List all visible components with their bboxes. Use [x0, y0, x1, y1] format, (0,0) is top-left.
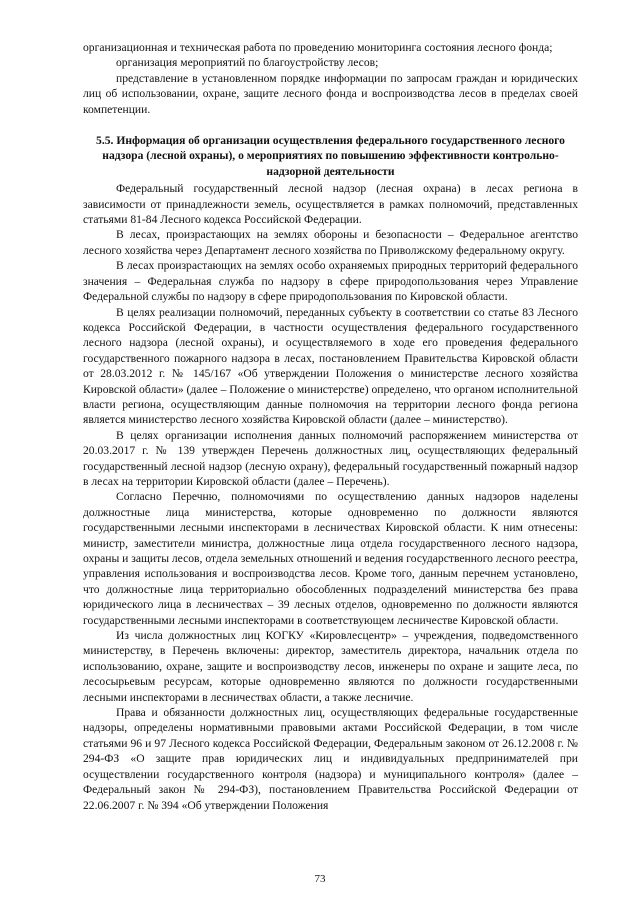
document-page: [83, 40, 578, 870]
body-paragraph: В целях реализации полномочий, переданных субъекту в соответствии со статье 83 Лесного кодекса Российской Федерации, в частности осуществления федерального государственного лесного надзора (лесной охраны), и осуществляемого в ходе его проведения федерального государственного пожарного надзора в лесах, постановлением Правительства Кировской области от 28.03.2012 г. № 145/167 «Об утверждении Положения о министерстве лесного хозяйства Кировской области» (далее – Положение о министерстве) определено, что органом исполнительной власти региона, осуществляющим данные полномочия на территории лесного фонда региона является министерство лесного хозяйства Кировской области (далее – министерство).: [83, 305, 578, 427]
body-paragraph: В целях организации исполнения данных полномочий распоряжением министерства от 20.03.2017 г. № 139 утвержден Перечень должностных лиц, осуществляющих федеральный государственный лесной надзор (лесную охрану), федеральный государственный пожарный надзор в лесах на территории Кировской области (далее – Перечень).: [83, 428, 578, 488]
body-paragraph: Из числа должностных лиц КОГКУ «Кировлесцентр» – учреждения, подведомственного министерству, в Перечень включены: директор, заместитель директора, начальник отдела по использованию, охране, защите и воспроизводству лесов, инженеры по охране и защите леса, по лесосырьевым ресурсам, которые одновременно являются по должности государственными лесными инспекторами в лесничествах области, а также лесничие.: [83, 629, 578, 704]
body-paragraph: В лесах, произрастающих на землях обороны и безопасности – Федеральное агентство лесного хозяйства через Департамент лесного хозяйства по Приволжскому федеральному округу.: [83, 228, 578, 257]
body-paragraph: Права и обязанности должностных лиц, осуществляющих федеральные государственные надзоры, определены нормативными правовыми актами Российской Федерации, в том числе статьями 96 и 97 Лесного кодекса Российской Федерации, Федеральным законом от 26.12.2008 г. № 294-ФЗ «О защите прав юридических лиц и индивидуальных предпринимателей при осуществлении государственного контроля (надзора) и муниципального контроля» (далее – Федеральный закон № 294-ФЗ), постановлением Правительства Российской Федерации от 22.06.2007 г. № 394 «Об утверждении Положения: [83, 706, 578, 812]
intro-paragraph: организационная и техническая работа по проведению мониторинга состояния лесного фонда;: [83, 41, 553, 54]
body-paragraph: Согласно Перечню, полномочиями по осуществлению данных надзоров наделены должностные лица министерства, которые одновременно по должности являются государственными лесными инспекторами в лесничествах Кировской области. К ним отнесены: министр, заместители министра, должностные лица отдела государственного лесного надзора, охраны и защиты лесов, отдела земельных отношений и ведения государственного лесного реестра, управления использования и воспроизводства лесов. Кроме того, данным перечнем установлено, что должностные лица территориально обособленных подразделений министерства без права юридического лица в лесничествах – 39 лесных отделов, одновременно по должности являются государственными лесными инспекторами в соответствующем лесничестве Кировской области.: [83, 490, 578, 627]
body-paragraph: В лесах произрастающих на землях особо охраняемых природных территорий федерального значения – Федеральная служба по надзору в сфере природопользования через Управление Федеральной службы по надзору в сфере природопользования по Кировской области.: [83, 259, 578, 304]
body-paragraph: Федеральный государственный лесной надзор (лесная охрана) в лесах региона в зависимости от принадлежности земель, осуществляется в рамках полномочий, представленных статьями 81-84 Лесного кодекса Российской Федерации.: [83, 182, 578, 227]
page-number: 73: [314, 873, 326, 885]
intro-paragraph: организация мероприятий по благоустройству лесов;: [116, 56, 379, 70]
section-heading: 5.5. Информация об организации осуществления федерального государственного лесного надзора (лесной охраны), о мероприятиях по повышению эффективности контрольно-надзорной деятельности: [96, 134, 565, 178]
intro-paragraph: представление в установленном порядке информации по запросам граждан и юридических лиц об использовании, охране, защите лесного фонда и воспроизводства лесов в пределах своей компетенции.: [83, 71, 578, 116]
section-spacer: [83, 117, 578, 133]
